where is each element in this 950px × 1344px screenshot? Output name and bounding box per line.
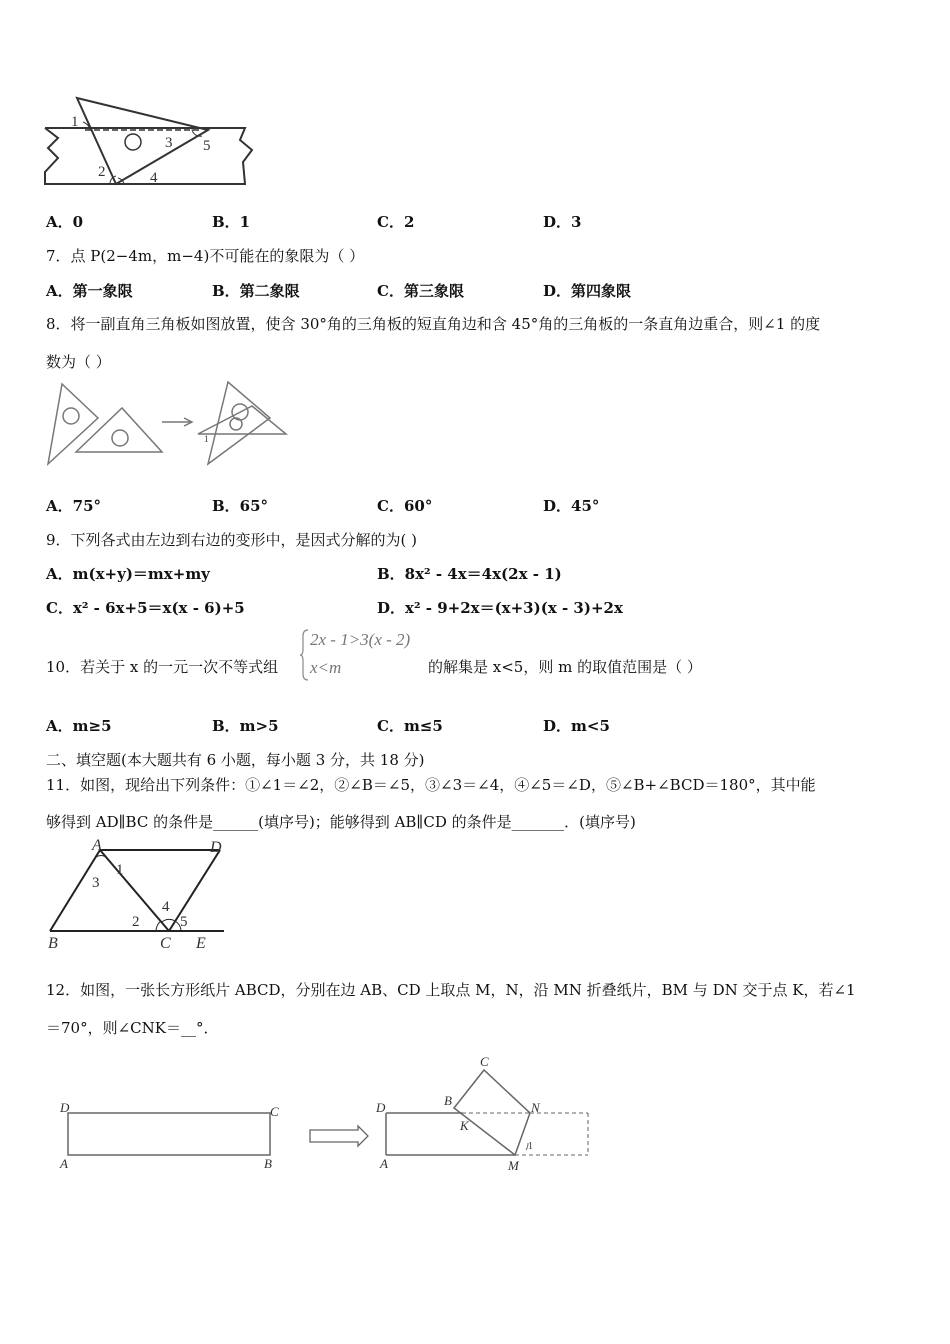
q10-inequality-1: 2x - 1>3(x - 2) [310,630,411,649]
q8-fig-label-1: 1 [204,434,209,444]
q10-stem-suffix: 的解集是 x<5，则 m 的取值范围是（ ） [428,658,702,676]
q7-option-c[interactable]: C．第三象限 [377,282,464,300]
q9-option-d[interactable]: D．x² - 9+2x＝(x+3)(x - 3)+2x [377,599,623,617]
q11-figure [44,838,230,953]
q7-option-a[interactable]: A．第一象限 [46,282,133,300]
q12-stem-line1: 12．如图，一张长方形纸片 ABCD，分别在边 AB、CD 上取点 M，N，沿 MN 折叠纸片，BM 与 DN 交于点 K，若∠1 [46,981,856,999]
q8-option-c[interactable]: C．60° [377,497,433,515]
q11-fig-label-1: 1 [116,862,124,878]
q11-fig-label-e: E [196,935,206,952]
q9-option-a[interactable]: A．m(x+y)＝mx+my [46,565,210,583]
q6-fig-label-2: 2 [98,164,106,180]
q11-fig-label-a: A [92,838,102,854]
q12-right-label-m: M [508,1158,519,1173]
q7-stem: 7．点 P(2−4m，m−4)不可能在的象限为（ ） [46,247,365,265]
section2-heading: 二、填空题(本大题共有 6 小题，每小题 3 分，共 18 分) [46,751,425,769]
q11-fig-label-b: B [48,935,58,952]
q6-option-c[interactable]: C．2 [377,213,415,231]
q6-fig-label-1: 1 [71,114,79,130]
q8-stem-line2: 数为（ ） [46,353,111,371]
q11-stem-line2: 够得到 AD∥BC 的条件是______(填序号)；能够得到 AB∥CD 的条件是_______．(填序号) [46,813,636,831]
q6-fig-label-4: 4 [150,170,158,186]
q8-figure [40,378,300,470]
q12-right-label-a: A [380,1156,388,1171]
q6-option-b[interactable]: B．1 [212,213,251,231]
q11-fig-label-3: 3 [92,875,100,891]
q6-option-a[interactable]: A．0 [46,213,84,231]
q12-right-label-b: B [444,1093,452,1108]
q7-option-d[interactable]: D．第四象限 [543,282,632,300]
q9-option-c[interactable]: C．x² - 6x+5＝x(x - 6)+5 [46,599,245,617]
q10-stem-prefix: 10．若关于 x 的一元一次不等式组 [46,658,279,676]
q6-option-d[interactable]: D．3 [543,213,582,231]
q12-left-label-b: B [264,1156,272,1171]
q12-right-label-d: D [376,1100,386,1115]
q10-brace-icon [300,628,310,682]
q12-right-label-1: 1 [528,1141,533,1152]
q10-inequality-system [300,628,420,682]
q10-inequality-2: x<m [310,658,342,677]
q10-option-c[interactable]: C．m≤5 [377,717,443,735]
q10-option-a[interactable]: A．m≥5 [46,717,112,735]
q11-fig-label-4: 4 [162,899,170,915]
q12-right-label-k: K [460,1118,469,1133]
q8-option-b[interactable]: B．65° [212,497,269,515]
q9-option-b[interactable]: B．8x² - 4x＝4x(2x - 1) [377,565,562,583]
q11-fig-label-2: 2 [132,914,140,930]
q11-stem-line1: 11．如图，现给出下列条件：①∠1＝∠2，②∠B＝∠5，③∠3＝∠4，④∠5＝∠D，⑤∠B+∠BCD＝180°，其中能 [46,776,816,794]
q12-stem-line2: ＝70°，则∠CNK＝__°． [46,1019,219,1037]
q12-left-label-c: C [270,1104,279,1119]
q12-left-label-d: D [60,1100,70,1115]
q7-option-b[interactable]: B．第二象限 [212,282,300,300]
q12-left-label-a: A [60,1156,68,1171]
q6-fig-label-3: 3 [165,135,173,151]
q12-figure [50,1050,610,1180]
q12-right-label-n: N [531,1100,540,1115]
q6-fig-label-5: 5 [203,138,211,154]
q11-fig-label-5: 5 [180,914,188,930]
q9-stem: 9．下列各式由左边到右边的变形中，是因式分解的为( ) [46,531,418,549]
q8-option-d[interactable]: D．45° [543,497,600,515]
q11-fig-label-c: C [160,935,171,952]
q11-fig-label-d: D [210,839,222,856]
q10-option-d[interactable]: D．m<5 [543,717,610,735]
q8-stem-line1: 8．将一副直角三角板如图放置，使含 30°角的三角板的短直角边和含 45°角的三角板的一条直角边重合，则∠1 的度 [46,315,821,333]
q10-option-b[interactable]: B．m>5 [212,717,279,735]
q12-right-label-c: C [480,1054,489,1069]
q8-option-a[interactable]: A．75° [46,497,102,515]
q6-figure [40,92,255,192]
q12-arrow-icon [310,1126,368,1146]
